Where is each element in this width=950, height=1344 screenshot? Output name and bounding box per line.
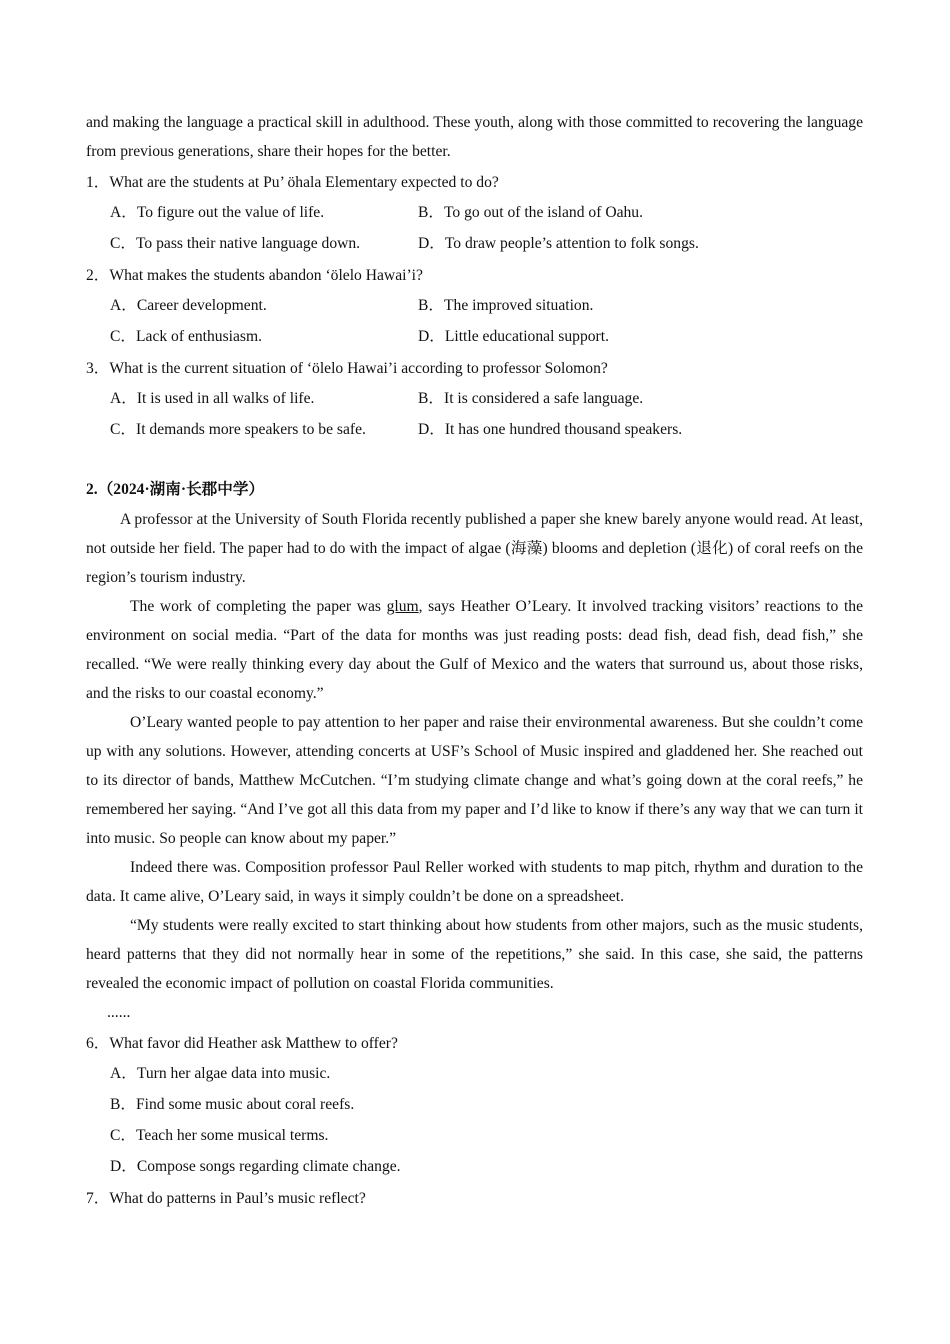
q1-option-c[interactable]: C．To pass their native language down. bbox=[110, 235, 361, 252]
question-6-stem: 6．What favor did Heather ask Matthew to offer? bbox=[86, 1035, 398, 1052]
q6-option-d[interactable]: D．Compose songs regarding climate change. bbox=[110, 1158, 401, 1175]
q2-option-a[interactable]: A．Career development. bbox=[110, 297, 267, 314]
section-2-heading: 2.（2024·湖南·长郡中学） bbox=[86, 481, 265, 498]
passage-paragraph-1: A professor at the University of South Florida recently published a paper she knew barely anyone would read. At least, not outside her field. The paper had to do with the impact of algae (海藻) blooms and depletion (退化) of coral reefs on the region’s tourism industry. bbox=[86, 511, 863, 586]
section-spacer bbox=[86, 445, 863, 475]
omission-ellipsis: ...... bbox=[107, 1004, 131, 1021]
question-6-options bbox=[86, 1058, 863, 1182]
underlined-word-glum: glum bbox=[386, 598, 419, 615]
passage-paragraph-2 bbox=[86, 592, 863, 708]
q2-option-d[interactable]: D．Little educational support. bbox=[418, 328, 609, 345]
q6-option-b[interactable]: B．Find some music about coral reefs. bbox=[110, 1096, 355, 1113]
passage-paragraph-4: Indeed there was. Composition professor Paul Reller worked with students to map pitch, rhythm and duration to the data. It came alive, O’Leary said, in ways it simply couldn’t be done on a spreadsheet. bbox=[86, 859, 863, 905]
paragraph-2-start: The work of completing the paper was bbox=[130, 598, 387, 615]
question-2-options bbox=[86, 290, 863, 352]
q1-option-b[interactable]: B．To go out of the island of Oahu. bbox=[418, 204, 643, 221]
question-3-options bbox=[86, 383, 863, 445]
question-3-stem: 3．What is the current situation of ‘ölelo Hawai’i according to professor Solomon? bbox=[86, 360, 608, 377]
question-1-options bbox=[86, 197, 863, 259]
q3-option-d[interactable]: D．It has one hundred thousand speakers. bbox=[418, 421, 683, 438]
q2-option-b[interactable]: B．The improved situation. bbox=[418, 297, 594, 314]
q6-option-a[interactable]: A．Turn her algae data into music. bbox=[110, 1065, 331, 1082]
passage-paragraph-5: “My students were really excited to start thinking about how students from other majors, such as the music students, heard patterns that they did not normally hear in some of the repetitions,” she said. In this case, she said, the patterns revealed the economic impact of pollution on coastal Florida communities. bbox=[86, 917, 863, 992]
q3-option-a[interactable]: A．It is used in all walks of life. bbox=[110, 390, 315, 407]
q1-option-a[interactable]: A．To figure out the value of life. bbox=[110, 204, 325, 221]
document-page bbox=[86, 108, 863, 1213]
passage-paragraph-3: O’Leary wanted people to pay attention to her paper and raise their environmental awareness. But she couldn’t come up with any solutions. However, attending concerts at USF’s School of Music inspired and gladdened her. She reached out to its director of bands, Matthew McCutchen. “I’m studying climate change and what’s going down at the coral reefs,” he remembered her saying. “And I’ve got all this data from my paper and I’d like to know if there’s any way that we can turn it into music. So people can know about my paper.” bbox=[86, 714, 863, 847]
paragraph-2-rest: , says Heather O’Leary. It involved tracking visitors’ reactions to the environment on social media. “Part of the data for months was just reading posts: dead fish, dead fish, dead fish,” she recalled. “We were really thinking every day about the Gulf of Mexico and the waters that surround us, about those risks, and the risks to our coastal economy.” bbox=[86, 598, 863, 702]
q2-option-c[interactable]: C．Lack of enthusiasm. bbox=[110, 328, 263, 345]
q3-option-c[interactable]: C．It demands more speakers to be safe. bbox=[110, 421, 366, 438]
intro-paragraph: and making the language a practical skill in adulthood. These youth, along with those committed to recovering the language from previous generations, share their hopes for the better. bbox=[86, 114, 863, 160]
question-1-stem: 1．What are the students at Pu’ öhala Elementary expected to do? bbox=[86, 174, 499, 191]
q1-option-d[interactable]: D．To draw people’s attention to folk songs. bbox=[418, 235, 699, 252]
q3-option-b[interactable]: B．It is considered a safe language. bbox=[418, 390, 644, 407]
q6-option-c[interactable]: C．Teach her some musical terms. bbox=[110, 1127, 329, 1144]
question-2-stem: 2．What makes the students abandon ‘ölelo Hawai’i? bbox=[86, 267, 423, 284]
question-7-stem: 7．What do patterns in Paul’s music reflect? bbox=[86, 1190, 366, 1207]
